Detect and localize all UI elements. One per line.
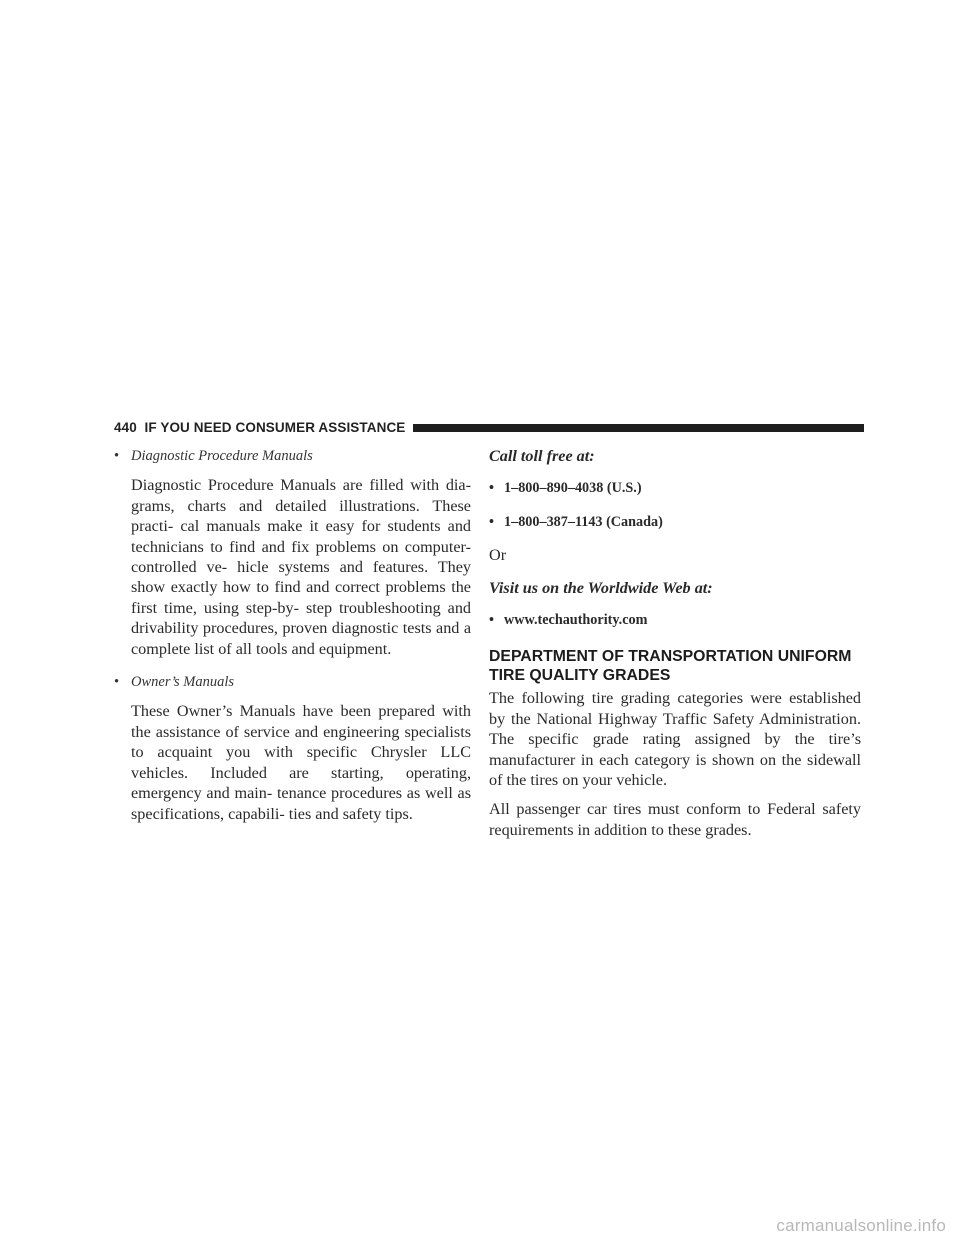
header-rule bbox=[413, 424, 864, 432]
tire-grading-paragraph bbox=[489, 688, 861, 790]
text-line: hicle systems and features. They show exactly how to bbox=[131, 558, 472, 597]
owners-manuals-description bbox=[131, 701, 471, 823]
watermark: carmanualsonline.info bbox=[776, 1216, 946, 1235]
web-heading: Visit us on the Worldwide Web at: bbox=[489, 578, 713, 597]
text-line: step troubleshooting and drivability procedures, bbox=[131, 598, 472, 638]
section-title-line: TIRE QUALITY GRADES bbox=[489, 667, 671, 685]
text-line: acquaint you with specific Chrysler LLC vehicles. bbox=[131, 743, 471, 782]
diagnostic-manuals-description bbox=[131, 475, 471, 659]
left-column bbox=[114, 446, 471, 824]
text-line: the National Highway Traffic Safety Administration. The bbox=[489, 709, 862, 749]
website-item bbox=[489, 610, 861, 630]
text-line: cal manuals make it easy for students and technicians bbox=[131, 517, 472, 556]
phone-canada-item bbox=[489, 512, 861, 532]
text-line: requirements in addition to these grades. bbox=[489, 820, 752, 839]
list-item-title: Diagnostic Procedure Manuals bbox=[131, 448, 313, 464]
phone-canada: 1–800–387–1143 (Canada) bbox=[504, 513, 663, 530]
page-header-text bbox=[114, 420, 405, 435]
bullet-icon: • bbox=[489, 513, 494, 530]
text-line: These Owner’s Manuals have been prepared with the bbox=[131, 702, 471, 741]
section-title bbox=[489, 647, 861, 685]
page-header bbox=[114, 418, 864, 436]
text-line: proven diagnostic tests and a complete list of all tools bbox=[131, 619, 472, 658]
text-line: Included are starting, operating, emergency and main- bbox=[131, 763, 472, 803]
text-line: grams, charts and detailed illustrations. These practi- bbox=[131, 496, 471, 536]
text-line: All passenger car tires must conform to Federal safety bbox=[489, 800, 861, 819]
federal-safety-paragraph bbox=[489, 799, 861, 840]
bullet-icon: • bbox=[114, 448, 120, 464]
phone-us-item bbox=[489, 478, 861, 498]
text-line: Diagnostic Procedure Manuals are filled with dia- bbox=[131, 476, 471, 495]
text-line: find and correct problems the first time, using step-by- bbox=[131, 578, 471, 617]
section-title-line: DEPARTMENT OF TRANSPORTATION UNIFORM bbox=[489, 648, 852, 666]
section-name: IF YOU NEED CONSUMER ASSISTANCE bbox=[144, 419, 406, 435]
page-number: 440 bbox=[114, 419, 137, 435]
list-item-title: Owner’s Manuals bbox=[131, 674, 234, 691]
text-line: The following tire grading categories were established by bbox=[489, 689, 861, 728]
website-link[interactable]: www.techauthority.com bbox=[504, 612, 648, 629]
text-line: ties and safety tips. bbox=[288, 804, 413, 823]
text-line: and equipment. bbox=[291, 639, 392, 658]
list-item-owners-manuals bbox=[114, 672, 471, 692]
list-item-diagnostic-manuals bbox=[114, 446, 471, 466]
right-column bbox=[489, 446, 861, 849]
text-line: tenance procedures as well as specifications, capabili- bbox=[131, 784, 471, 823]
text-line: to find and fix problems on computer-controlled ve- bbox=[131, 537, 472, 577]
bullet-icon: • bbox=[489, 480, 494, 497]
or-text: Or bbox=[489, 546, 507, 565]
phone-us: 1–800–890–4038 (U.S.) bbox=[504, 480, 642, 497]
bullet-icon: • bbox=[489, 612, 494, 629]
text-line: in each category is shown on the sidewall of the tires on bbox=[489, 750, 861, 790]
bullet-icon: • bbox=[114, 674, 120, 691]
text-line: assistance of service and engineering specialists to bbox=[131, 722, 471, 762]
call-toll-free-heading: Call toll free at: bbox=[489, 447, 595, 465]
text-line: specific grade rating assigned by the tire’s manufacturer bbox=[489, 730, 861, 769]
text-line: your vehicle. bbox=[582, 771, 668, 790]
